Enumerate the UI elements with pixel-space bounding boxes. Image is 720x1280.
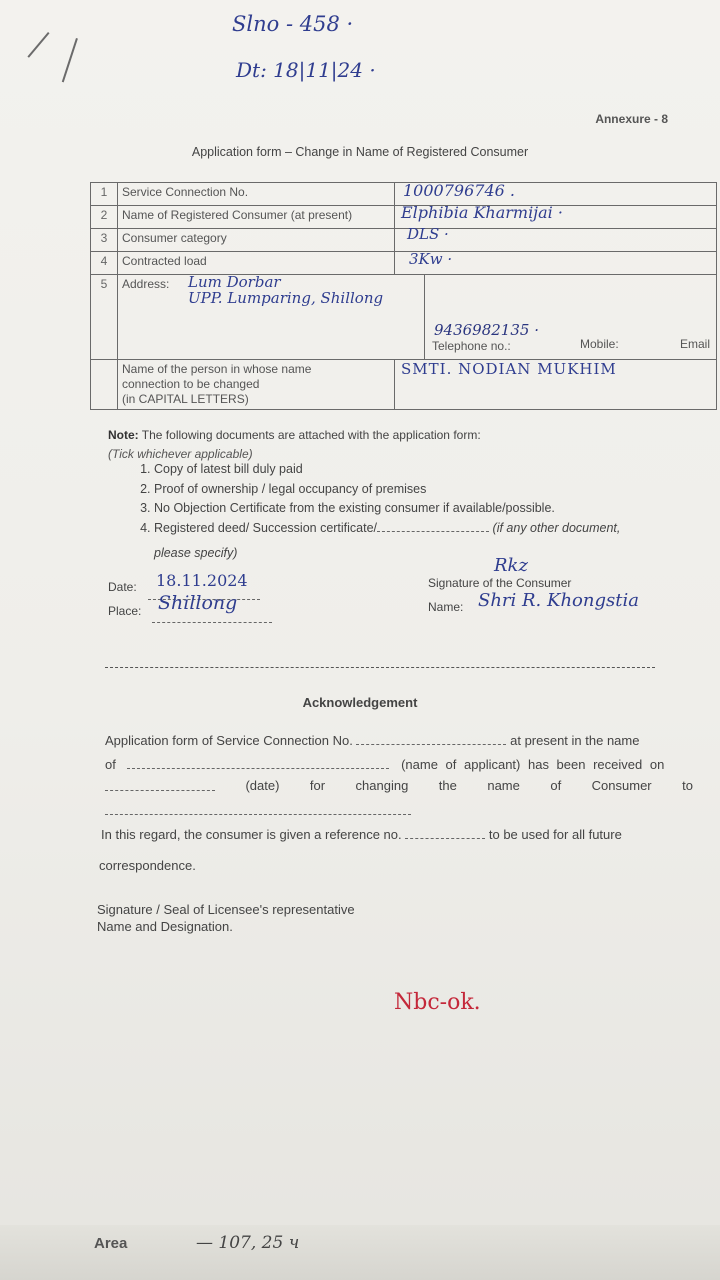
new-name-value: SMTI. NODIAN MUKHIM xyxy=(401,360,617,378)
ack-word: of xyxy=(550,778,562,793)
note-text: The following documents are attached with the application form: xyxy=(141,428,481,442)
ack-text: of xyxy=(105,757,116,772)
place-label: Place: xyxy=(108,604,142,618)
place-blank xyxy=(152,610,272,623)
registered-consumer-value: Elphibia Kharmijai · xyxy=(401,203,563,222)
date-annotation: Dt: 18|11|24 · xyxy=(236,58,376,82)
signature-label: Signature of the Consumer xyxy=(428,576,572,590)
form-title: Application form – Change in Name of Registered Consumer xyxy=(191,145,529,159)
name-value: Shri R. Khongstia xyxy=(478,590,639,611)
ack-line-2 xyxy=(105,756,664,772)
list-item: 3. No Objection Certificate from the existing consumer if available/possible. xyxy=(154,499,720,519)
blank-line xyxy=(356,732,506,745)
ack-word: changing xyxy=(355,778,409,793)
ack-text: to be used for all future xyxy=(488,827,622,842)
row-number xyxy=(91,360,118,410)
contracted-load-value: 3Kw · xyxy=(409,250,453,268)
table-row xyxy=(91,360,717,410)
address-divider xyxy=(424,275,425,359)
ack-line-1 xyxy=(105,732,639,748)
list-item: 2. Proof of ownership / legal occupancy of premises xyxy=(154,480,720,500)
row-label: Consumer category xyxy=(118,229,395,252)
address-line-1: Lum Dorbar xyxy=(188,273,281,291)
row-number: 3 xyxy=(91,229,118,252)
annexure-label: Annexure - 8 xyxy=(595,112,668,126)
table-row xyxy=(91,229,717,252)
area-label: Area xyxy=(94,1235,128,1252)
area-value: — 107, 25 ч xyxy=(196,1233,300,1253)
list-item xyxy=(154,519,720,539)
ack-word: to xyxy=(682,778,693,793)
blank-line xyxy=(127,756,389,769)
approval-annotation: Nbc-ok. xyxy=(394,990,481,1015)
list-item-text: Registered deed/ Succession certificate/ xyxy=(154,520,378,535)
ack-word: for xyxy=(309,778,326,793)
service-connection-value: 1000796746 . xyxy=(403,181,515,200)
licensee-name-label: Name and Designation. xyxy=(97,919,233,934)
email-label: Email xyxy=(680,337,711,351)
blank-line xyxy=(105,802,411,815)
note-bold-label: Note: xyxy=(108,428,139,442)
new-name-label-line: Name of the person in whose name xyxy=(122,362,312,376)
address-label: Address: xyxy=(122,277,170,291)
application-table xyxy=(90,182,717,410)
address-cell xyxy=(118,275,717,360)
list-item-suffix: (if any other document, xyxy=(492,520,621,535)
ack-line-4 xyxy=(105,802,411,818)
row-label: Contracted load xyxy=(118,252,395,275)
next-page-strip xyxy=(0,1225,720,1280)
ack-line-5 xyxy=(101,826,622,842)
place-value: Shillong xyxy=(158,592,238,614)
row-value xyxy=(395,225,717,252)
section-divider xyxy=(105,667,655,668)
list-item-continuation: please specify) xyxy=(154,546,238,560)
documents-note xyxy=(108,428,481,442)
ack-line-6: correspondence. xyxy=(99,858,196,873)
name-label: Name: xyxy=(428,600,464,614)
date-value: 18.11.2024 xyxy=(156,571,248,590)
blank-line xyxy=(405,826,485,839)
list-item: 1. Copy of latest bill duly paid xyxy=(154,460,720,480)
acknowledgement-title: Acknowledgement xyxy=(302,695,418,710)
table-row xyxy=(91,206,717,229)
table-row xyxy=(91,252,717,275)
ack-word: the xyxy=(438,778,457,793)
row-number: 1 xyxy=(91,183,118,206)
new-name-label-line: (in CAPITAL LETTERS) xyxy=(122,392,249,406)
row-value xyxy=(395,252,717,275)
blank-line xyxy=(105,778,215,791)
documents-list xyxy=(130,460,720,538)
consumer-category-value: DLS · xyxy=(407,225,449,243)
telephone-value: 9436982135 · xyxy=(434,321,539,339)
blank-line xyxy=(377,519,489,532)
margin-mark-1 xyxy=(27,32,49,58)
new-name-cell xyxy=(395,360,717,410)
address-line-2: UPP. Lumparing, Shillong xyxy=(188,289,384,307)
serial-number-annotation: Slno - 458 · xyxy=(232,12,354,36)
row-number: 5 xyxy=(91,275,118,360)
ack-text: Application form of Service Connection No. xyxy=(105,733,353,748)
margin-mark-2 xyxy=(62,38,78,82)
date-label: Date: xyxy=(108,580,137,594)
row-label: Service Connection No. xyxy=(118,183,395,206)
ack-word: (date) xyxy=(245,778,280,793)
new-name-label xyxy=(118,360,395,410)
new-name-label-line: connection to be changed xyxy=(122,377,260,391)
ack-text: at present in the name xyxy=(510,733,640,748)
ack-line-3 xyxy=(105,778,693,793)
telephone-label: Telephone no.: xyxy=(432,339,511,353)
table-row xyxy=(91,275,717,360)
ack-text: (name of applicant) has been received on xyxy=(401,757,665,772)
row-number: 2 xyxy=(91,206,118,229)
row-label: Name of Registered Consumer (at present) xyxy=(118,206,395,229)
ack-word: Consumer xyxy=(591,778,652,793)
row-number: 4 xyxy=(91,252,118,275)
mobile-label: Mobile: xyxy=(580,337,619,351)
tick-instruction: (Tick whichever applicable) xyxy=(108,447,253,461)
consumer-initials: Rkz xyxy=(494,555,528,576)
licensee-signature-label: Signature / Seal of Licensee's representative xyxy=(97,902,355,917)
ack-text: In this regard, the consumer is given a reference no. xyxy=(101,827,402,842)
ack-word: name xyxy=(487,778,520,793)
